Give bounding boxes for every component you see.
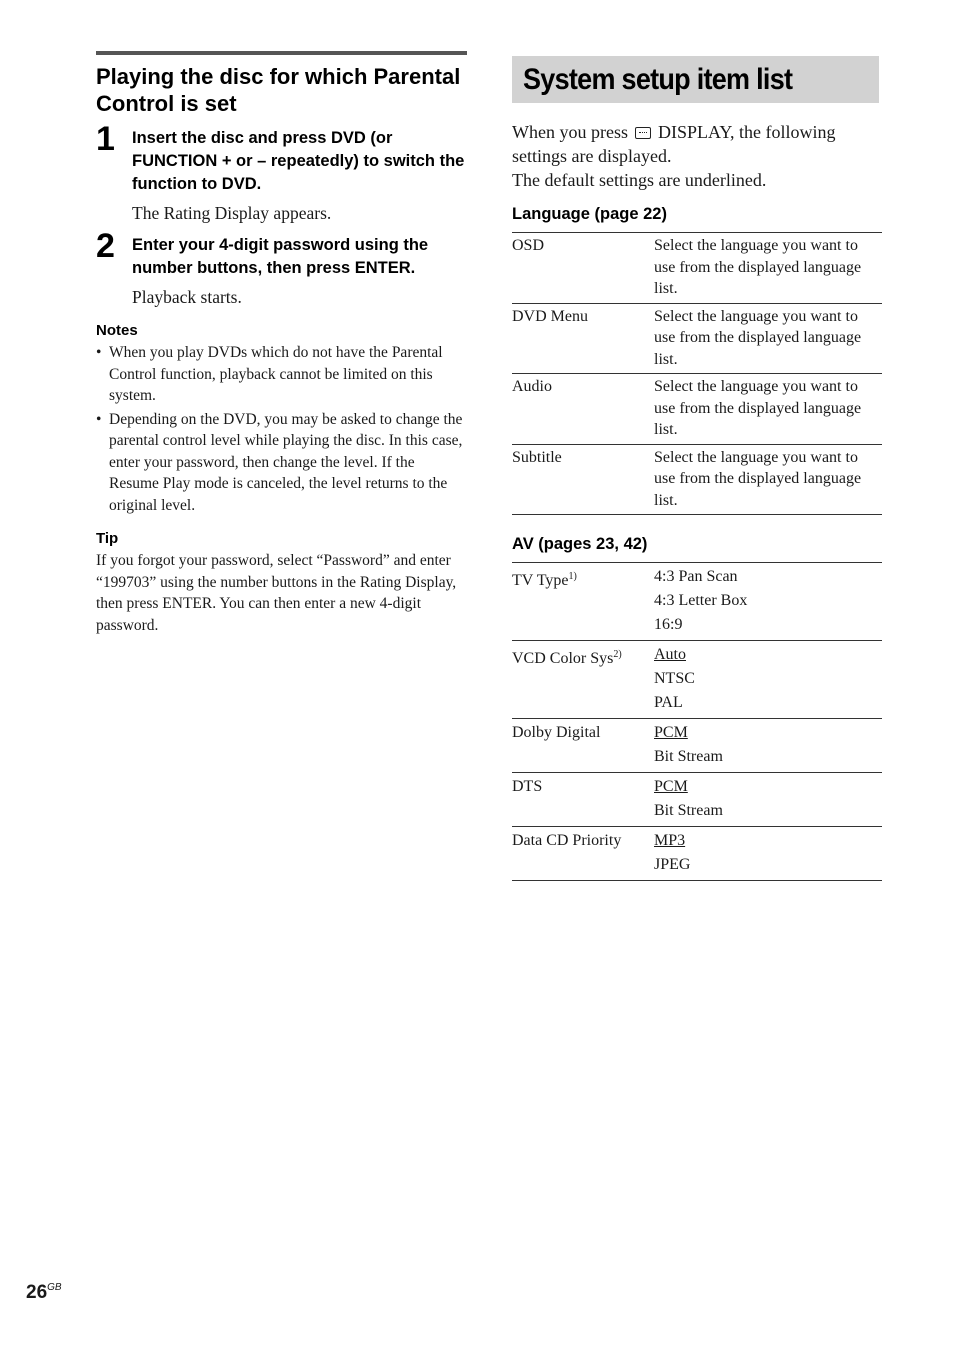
default-option: PCM bbox=[654, 724, 688, 741]
setting-desc: Select the language you want to use from the displayed language list. bbox=[654, 444, 882, 515]
page-number-suffix: GB bbox=[47, 1282, 62, 1293]
tip-heading: Tip bbox=[96, 530, 119, 547]
note-item bbox=[96, 342, 467, 407]
bullet-icon: • bbox=[96, 410, 102, 428]
tip-text: If you forgot your password, select “Password” and enter “199703” using the number buttons in the Rating Display, then press ENTER. You can then enter a new 4-digit password. bbox=[96, 552, 457, 634]
step-number: 2 bbox=[96, 227, 115, 265]
page-number-value: 26 bbox=[26, 1282, 48, 1303]
step-1 bbox=[96, 120, 467, 224]
setting-name bbox=[512, 773, 654, 827]
setting-desc: Select the language you want to use from the displayed language list. bbox=[654, 233, 882, 304]
language-table bbox=[512, 232, 882, 515]
table-row bbox=[512, 641, 882, 719]
setting-desc: Select the language you want to use from the displayed language list. bbox=[654, 303, 882, 374]
setting-name-text: TV Type bbox=[512, 572, 569, 589]
av-table bbox=[512, 562, 882, 881]
setting-name: OSD bbox=[512, 233, 654, 304]
step-result: Playback starts. bbox=[132, 287, 242, 307]
default-option: Auto bbox=[654, 646, 686, 663]
option: JPEG bbox=[654, 856, 691, 873]
setting-name bbox=[512, 563, 654, 641]
intro-line2: The default settings are underlined. bbox=[512, 170, 767, 190]
option: PAL bbox=[654, 694, 683, 711]
footnote-marker: 1) bbox=[568, 571, 577, 582]
setting-name-text: Data CD Priority bbox=[512, 832, 622, 849]
setting-options bbox=[654, 641, 882, 719]
page-number bbox=[26, 1282, 62, 1304]
setting-name bbox=[512, 719, 654, 773]
table-row bbox=[512, 444, 882, 515]
setting-desc: Select the language you want to use from the displayed language list. bbox=[654, 374, 882, 445]
setting-name: Audio bbox=[512, 374, 654, 445]
setting-name-text: DTS bbox=[512, 778, 543, 795]
option: Bit Stream bbox=[654, 748, 723, 765]
table-row bbox=[512, 773, 882, 827]
step-2 bbox=[96, 227, 467, 308]
table-row bbox=[512, 563, 882, 641]
option: Bit Stream bbox=[654, 802, 723, 819]
option: 16:9 bbox=[654, 616, 683, 633]
table-row bbox=[512, 827, 882, 881]
note-text: Depending on the DVD, you may be asked to change the parental control level while playing the disc. In this case, enter your password, then change the level. If the Resume Play mode is canceled, the level returns to the original level. bbox=[109, 410, 463, 514]
setting-name bbox=[512, 641, 654, 719]
setting-options bbox=[654, 773, 882, 827]
title-banner bbox=[512, 56, 879, 103]
table-row bbox=[512, 303, 882, 374]
setting-name-text: VCD Color Sys bbox=[512, 650, 614, 667]
setting-options bbox=[654, 719, 882, 773]
default-option: MP3 bbox=[654, 832, 686, 849]
setting-name: Subtitle bbox=[512, 444, 654, 515]
notes-list bbox=[96, 342, 467, 516]
language-heading: Language (page 22) bbox=[512, 205, 667, 223]
right-column bbox=[512, 56, 882, 881]
note-item bbox=[96, 409, 467, 517]
setting-name bbox=[512, 827, 654, 881]
page-title: System setup item list bbox=[523, 62, 793, 96]
option: 4:3 Letter Box bbox=[654, 592, 748, 609]
intro-text bbox=[512, 120, 882, 192]
step-number: 1 bbox=[96, 120, 115, 158]
note-text: When you play DVDs which do not have the Parental Control function, playback cannot be limited on this system. bbox=[109, 344, 443, 404]
setting-name-text: Dolby Digital bbox=[512, 724, 601, 741]
table-row bbox=[512, 233, 882, 304]
setting-options bbox=[654, 563, 882, 641]
notes-heading: Notes bbox=[96, 322, 138, 339]
bullet-icon: • bbox=[96, 344, 102, 361]
footnote-marker: 2) bbox=[613, 649, 622, 660]
option: 4:3 Pan Scan bbox=[654, 568, 738, 585]
setting-name: DVD Menu bbox=[512, 303, 654, 374]
section-rule bbox=[96, 51, 467, 55]
intro-after-icon: DISPLAY, the following settings are displayed. bbox=[512, 122, 836, 166]
setting-options bbox=[654, 827, 882, 881]
default-option: PCM bbox=[654, 778, 688, 795]
step-result: The Rating Display appears. bbox=[132, 203, 332, 223]
step-instruction: Enter your 4-digit password using the number buttons, then press ENTER. bbox=[132, 236, 429, 277]
table-row bbox=[512, 374, 882, 445]
left-column bbox=[96, 51, 467, 636]
step-instruction: Insert the disc and press DVD (or FUNCTION + or – repeatedly) to switch the function to DVD. bbox=[132, 129, 465, 193]
option: NTSC bbox=[654, 670, 695, 687]
intro-before-icon: When you press bbox=[512, 122, 628, 142]
av-heading: AV (pages 23, 42) bbox=[512, 535, 648, 553]
section-heading: Playing the disc for which Parental Control is set bbox=[96, 64, 461, 116]
display-button-icon bbox=[635, 127, 651, 139]
table-row bbox=[512, 719, 882, 773]
